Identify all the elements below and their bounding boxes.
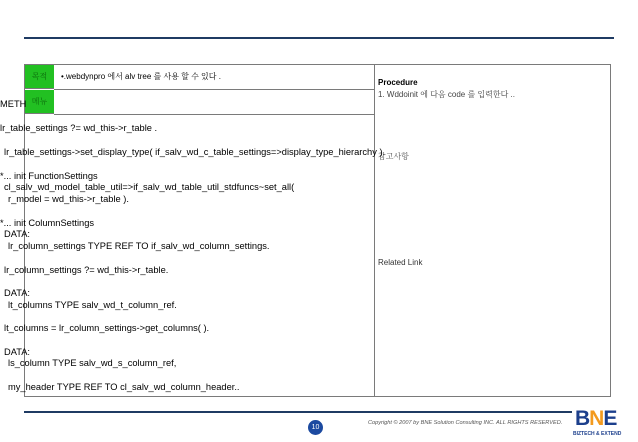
logo-letter-n: N bbox=[589, 407, 604, 430]
row-divider bbox=[54, 114, 374, 115]
logo-letter-e: E bbox=[603, 407, 617, 430]
menu-label: 메뉴 bbox=[25, 90, 54, 114]
code-line: DATA: bbox=[4, 347, 30, 357]
top-rule bbox=[24, 37, 614, 39]
purpose-label: 목적 bbox=[25, 65, 54, 89]
copyright-text: Copyright © 2007 by BNE Solution Consulting INC. ALL RIGHTS RESERVED. bbox=[368, 420, 563, 426]
bne-logo bbox=[573, 407, 631, 439]
code-line: lr_column_settings ?= wd_this->r_table. bbox=[4, 265, 169, 275]
procedure-step: 1. Wddoinit 에 다음 code 를 입력한다 .. bbox=[378, 90, 515, 99]
bottom-rule bbox=[24, 411, 572, 413]
code-line: lr_table_settings ?= wd_this->r_table . bbox=[0, 123, 158, 133]
code-line: DATA: bbox=[4, 229, 30, 239]
code-line: *... init FunctionSettings bbox=[0, 171, 98, 181]
code-line: cl_salv_wd_model_table_util=>if_salv_wd_table_util_stdfuncs~set_all( bbox=[4, 182, 295, 192]
code-line: *... init ColumnSettings bbox=[0, 218, 95, 228]
logo-subtitle: BIZTECH & EXTEND bbox=[573, 431, 622, 437]
related-link[interactable]: Related Link bbox=[378, 258, 423, 267]
row-divider bbox=[54, 89, 374, 90]
code-line: lr_column_settings TYPE REF TO if_salv_wd_column_settings. bbox=[8, 241, 270, 251]
logo-letter-b: B bbox=[575, 407, 590, 430]
code-line: my_header TYPE REF TO cl_salv_wd_column_header.. bbox=[8, 382, 240, 392]
procedure-title: Procedure bbox=[378, 78, 418, 87]
code-line: lt_columns = lr_column_settings->get_columns( ). bbox=[4, 323, 210, 333]
purpose-text: •.webdynpro 에서 alv tree 를 사용 할 수 있다 . bbox=[61, 72, 221, 81]
code-line: lr_table_settings->set_display_type( if_salv_wd_c_table_settings=>display_type_hierarchy ). bbox=[4, 147, 386, 157]
code-line: DATA: bbox=[4, 288, 30, 298]
code-line: METH bbox=[0, 99, 27, 109]
code-line: r_model = wd_this->r_table ). bbox=[8, 194, 129, 204]
column-divider bbox=[374, 64, 375, 397]
code-line: lt_columns TYPE salv_wd_t_column_ref. bbox=[8, 300, 177, 310]
code-line: ls_column TYPE salv_wd_s_column_ref, bbox=[8, 358, 177, 368]
notes-label: 참고사항 bbox=[378, 152, 409, 161]
page-number: 10 bbox=[308, 420, 323, 435]
